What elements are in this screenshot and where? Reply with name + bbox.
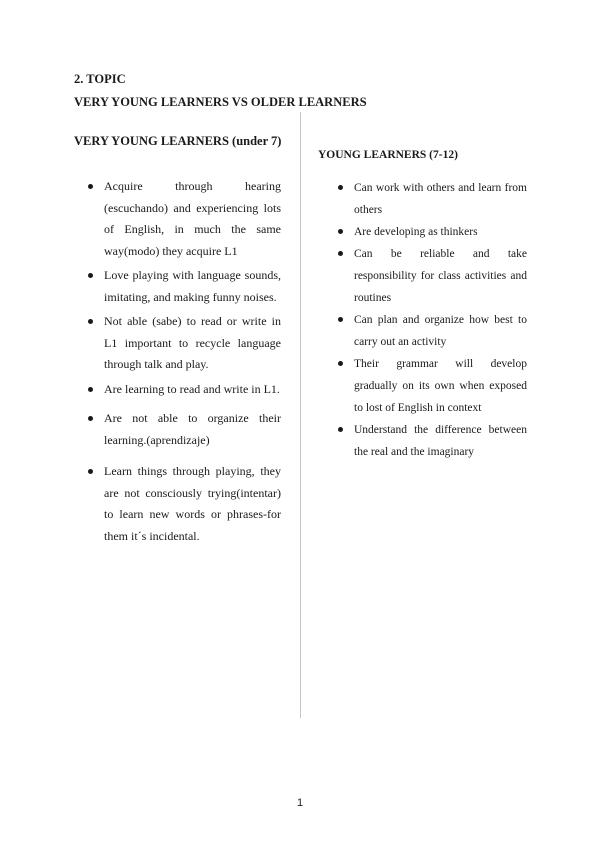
bullet-icon <box>338 251 343 256</box>
list-item-text: Can work with others and learn from others <box>354 182 527 216</box>
list-item-text: Can be reliable and take responsibility for class activities and routines <box>354 248 527 304</box>
list-item-text: Love playing with language sounds, imitating, and making funny noises. <box>104 268 281 304</box>
list-item <box>336 419 527 463</box>
list-item-text: Their grammar will develop gradually on its own when exposed to lost of English in context <box>354 358 527 414</box>
list-item <box>86 379 281 401</box>
list-item <box>336 177 527 221</box>
bullet-icon <box>338 361 343 366</box>
very-young-learners-title: VERY YOUNG LEARNERS (under 7) <box>74 134 282 148</box>
list-item <box>86 311 281 376</box>
bullet-icon <box>88 319 93 324</box>
list-item <box>336 243 527 309</box>
bullet-icon <box>88 184 93 189</box>
list-item <box>86 461 281 547</box>
list-item <box>336 353 527 419</box>
bullet-icon <box>338 229 343 234</box>
list-item-text: Are developing as thinkers <box>354 226 478 238</box>
topic-title-heading: VERY YOUNG LEARNERS VS OLDER LEARNERS <box>74 95 367 109</box>
list-item <box>86 408 281 451</box>
list-item <box>86 176 281 262</box>
list-item-text: Are learning to read and write in L1. <box>104 381 280 396</box>
page-number: 1 <box>296 797 304 809</box>
list-item-text: Are not able to organize their learning.(aprendizaje) <box>104 411 281 447</box>
young-learners-list <box>336 177 527 463</box>
list-item <box>336 309 527 353</box>
bullet-icon <box>338 185 343 190</box>
list-item-text: Understand the difference between the real and the imaginary <box>354 424 527 458</box>
list-item-text: Not able (sabe) to read or write in L1 important to recycle language through talk and play. <box>104 314 281 371</box>
list-item-text: Acquire through hearing (escuchando) and experiencing lots of English, in much the same way(modo) they acquire L1 <box>104 179 281 258</box>
bullet-icon <box>88 469 93 474</box>
bullet-icon <box>338 427 343 432</box>
list-item-text: Learn things through playing, they are not consciously trying(intentar) to learn new words or phrases-for them it´s incidental. <box>104 464 281 543</box>
bullet-icon <box>88 387 93 392</box>
topic-number-heading: 2. TOPIC <box>74 72 126 86</box>
very-young-learners-list <box>86 176 281 550</box>
list-item <box>336 221 527 243</box>
column-divider <box>300 112 301 718</box>
bullet-icon <box>88 416 93 421</box>
bullet-icon <box>88 273 93 278</box>
list-item-text: Can plan and organize how best to carry out an activity <box>354 314 527 348</box>
young-learners-title: YOUNG LEARNERS (7-12) <box>318 149 458 161</box>
list-item <box>86 265 281 308</box>
bullet-icon <box>338 317 343 322</box>
